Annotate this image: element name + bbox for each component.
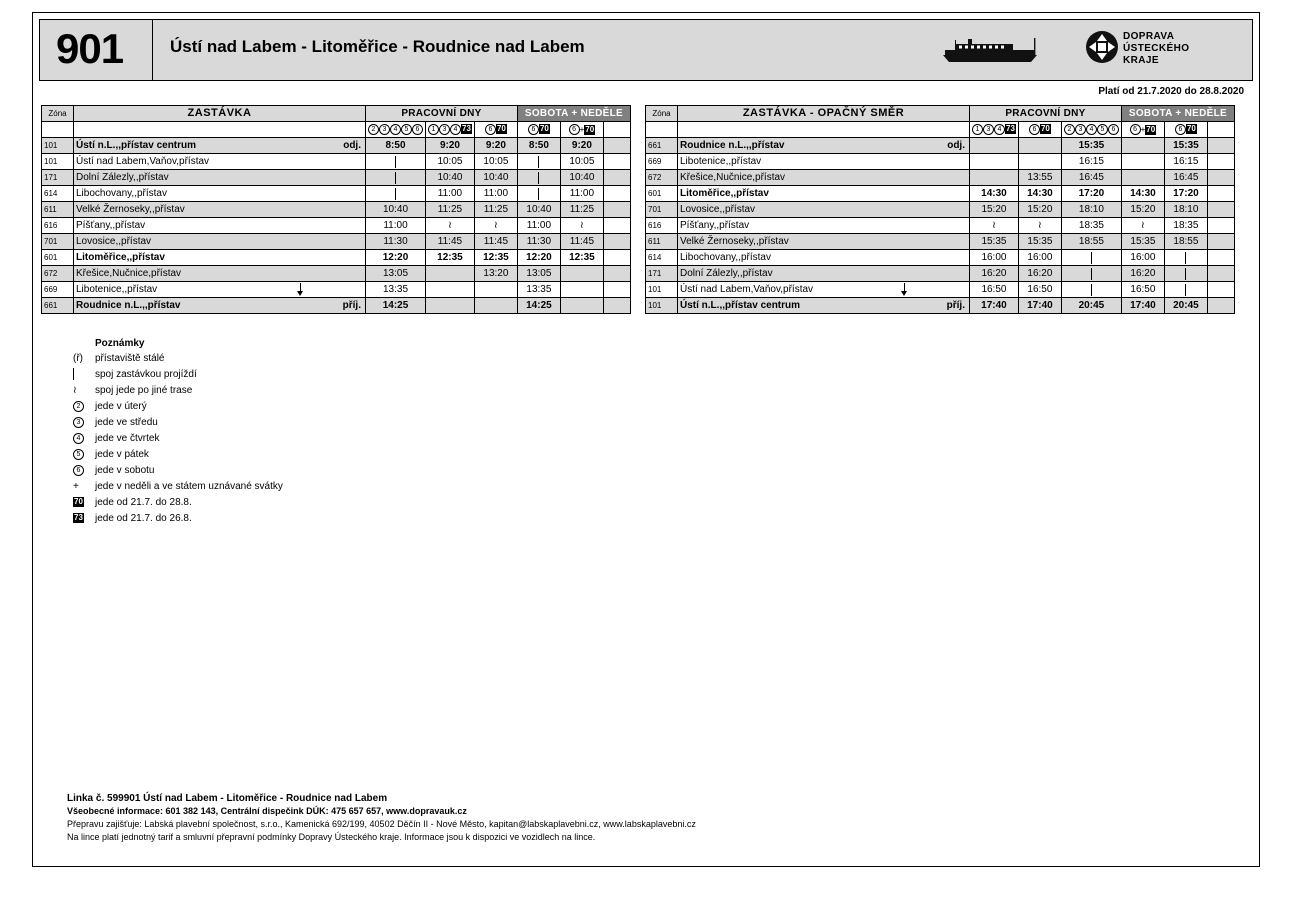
row-stop-name: Dolní Zálezly,,přístav [678, 266, 970, 282]
timetable-page [32, 12, 1260, 867]
note-text: jede v neděli a ve státem uznávané svátky [95, 481, 283, 492]
col-header-weekday: PRACOVNÍ DNY [970, 106, 1122, 122]
row-time-cell [603, 250, 630, 266]
row-time-cell: 18:35 [1061, 218, 1121, 234]
row-zone: 616 [646, 218, 678, 234]
row-time-cell: 16:15 [1061, 154, 1121, 170]
symbol-row [42, 122, 631, 138]
row-stop-name: Ústí n.L.,,přístav centrum příj. [678, 298, 970, 314]
row-time-cell [1164, 250, 1207, 266]
table-row [42, 218, 631, 234]
row-time-cell [560, 298, 603, 314]
note-item [73, 447, 283, 463]
table-row [42, 250, 631, 266]
row-time-cell: 18:55 [1164, 234, 1207, 250]
row-time-cell [1018, 138, 1061, 154]
row-time-cell: 14:25 [366, 298, 426, 314]
row-time-cell: 12:35 [474, 250, 517, 266]
row-zone: 601 [646, 186, 678, 202]
row-time-cell: 9:20 [474, 138, 517, 154]
header-divider [152, 20, 153, 80]
row-time-cell: 11:30 [366, 234, 426, 250]
row-time-cell: 10:40 [426, 170, 475, 186]
row-time-cell [1061, 266, 1121, 282]
logo-arrows-icon [1085, 30, 1119, 64]
col-header-weekend: SOBOTA + NEDĚLE [1121, 106, 1234, 122]
note-symbol: ≀ [73, 385, 77, 396]
note-text: jede od 21.7. do 28.8. [95, 497, 192, 508]
row-time-cell [1207, 202, 1234, 218]
row-time-cell: 12:20 [517, 250, 560, 266]
table-row [42, 282, 631, 298]
row-time-cell: 15:20 [1018, 202, 1061, 218]
row-time-cell [1121, 138, 1164, 154]
table-row [42, 186, 631, 202]
row-zone: 101 [42, 154, 74, 170]
table-row [646, 298, 1235, 314]
page-header [39, 19, 1253, 97]
row-time-cell: 9:20 [426, 138, 475, 154]
col-header-weekday: PRACOVNÍ DNY [366, 106, 518, 122]
row-time-cell: ≀ [970, 218, 1019, 234]
row-time-cell: 11:00 [366, 218, 426, 234]
col-header-zone: Zóna [646, 106, 678, 122]
note-text: přístaviště stálé [95, 353, 165, 364]
row-time-cell: ≀ [426, 218, 475, 234]
row-zone: 101 [42, 138, 74, 154]
table-row [646, 250, 1235, 266]
symbol-row [646, 122, 1235, 138]
row-zone: 672 [42, 266, 74, 282]
row-time-cell [560, 282, 603, 298]
row-zone: 669 [646, 154, 678, 170]
row-time-cell [970, 170, 1019, 186]
row-time-cell [1061, 250, 1121, 266]
row-time-cell [603, 154, 630, 170]
row-time-cell [1121, 170, 1164, 186]
row-time-cell: 13:20 [474, 266, 517, 282]
row-time-cell: 17:20 [1164, 186, 1207, 202]
row-time-cell: ≀ [1121, 218, 1164, 234]
row-time-cell [603, 186, 630, 202]
column-symbols-2: 1 3 4 73 [426, 122, 475, 138]
logo-line-1: DOPRAVA [1123, 31, 1175, 42]
table-row [42, 154, 631, 170]
row-time-cell: 16:45 [1061, 170, 1121, 186]
row-time-cell: 13:35 [366, 282, 426, 298]
row-time-cell [970, 154, 1019, 170]
table-row [646, 282, 1235, 298]
row-time-cell: 11:00 [426, 186, 475, 202]
row-stop-name: Litoměřice,,přístav [74, 250, 366, 266]
row-time-cell: 9:20 [560, 138, 603, 154]
note-symbol [73, 367, 95, 383]
row-time-cell [426, 266, 475, 282]
row-time-cell: 11:25 [474, 202, 517, 218]
row-time-cell [1164, 266, 1207, 282]
col-header-stop: ZASTÁVKA [74, 106, 366, 122]
note-symbol: 73 [74, 513, 83, 523]
row-time-cell: ≀ [560, 218, 603, 234]
row-zone: 101 [646, 298, 678, 314]
note-symbol: 2 [73, 399, 95, 415]
column-symbols-4: 6 70 [517, 122, 560, 138]
row-time-cell [603, 234, 630, 250]
notes-title: Poznámky [95, 338, 145, 349]
symbol-zone-cell [646, 122, 678, 138]
note-item [73, 463, 283, 479]
column-symbols-3: 6 70 [474, 122, 517, 138]
column-symbols-5: 6 70 [1164, 122, 1207, 138]
note-symbol: 4 [73, 431, 95, 447]
timetable-outbound [41, 105, 631, 314]
row-time-cell: 15:35 [1121, 234, 1164, 250]
row-stop-name: Křešice,Nučnice,přístav [74, 266, 366, 282]
row-time-cell: 13:05 [517, 266, 560, 282]
logo-line-3: KRAJE [1123, 55, 1159, 66]
row-stop-name: Velké Žernoseky,,přístav [678, 234, 970, 250]
row-time-cell [1207, 170, 1234, 186]
row-time-cell: 15:35 [1061, 138, 1121, 154]
row-time-cell [603, 218, 630, 234]
row-time-cell [1207, 266, 1234, 282]
row-time-cell: 17:40 [970, 298, 1019, 314]
row-stop-name: Roudnice n.L.,,přístav odj. [678, 138, 970, 154]
note-item [73, 479, 283, 495]
row-time-cell [474, 282, 517, 298]
note-item [73, 511, 283, 527]
row-time-cell: 16:50 [1018, 282, 1061, 298]
note-item [73, 431, 283, 447]
row-time-cell [1207, 218, 1234, 234]
row-time-cell: 14:30 [1121, 186, 1164, 202]
row-time-cell [1207, 138, 1234, 154]
column-symbols-3: 2 3 4 5 6 [1061, 122, 1121, 138]
note-text: jede v sobotu [95, 465, 155, 476]
row-zone: 669 [42, 282, 74, 298]
row-time-cell: 10:05 [426, 154, 475, 170]
row-time-cell: 11:45 [426, 234, 475, 250]
validity-text: Platí od 21.7.2020 do 28.8.2020 [1098, 86, 1244, 97]
row-time-cell [517, 170, 560, 186]
row-time-cell: 18:10 [1061, 202, 1121, 218]
row-stop-name: Roudnice n.L.,,přístav příj. [74, 298, 366, 314]
row-stop-name: Libochovany,,přístav [74, 186, 366, 202]
note-symbol: 6 [73, 463, 95, 479]
row-time-cell: 20:45 [1164, 298, 1207, 314]
column-symbols-2: 6 70 [1018, 122, 1061, 138]
row-time-cell: 12:20 [366, 250, 426, 266]
note-symbol: + [73, 481, 79, 492]
note-item [73, 415, 283, 431]
row-zone: 614 [42, 186, 74, 202]
row-time-cell: 16:00 [1018, 250, 1061, 266]
table-row [646, 202, 1235, 218]
row-time-cell: 10:40 [474, 170, 517, 186]
notes-section [73, 338, 283, 527]
row-time-cell [970, 138, 1019, 154]
footer-operator: Přepravu zajišťuje: Labská plavební společnost, s.r.o., Kamenická 692/199, 40502 Děčín II - Nové Město, kapitan@labskaplavebni.cz, www.labskaplavebni.cz [67, 819, 696, 829]
row-stop-name: Ústí nad Labem,Vaňov,přístav [678, 282, 970, 298]
row-time-cell: 11:00 [560, 186, 603, 202]
row-time-cell: 13:35 [517, 282, 560, 298]
column-symbols-4: 6 +70 [1121, 122, 1164, 138]
timetable-return [645, 105, 1235, 314]
row-time-cell: 11:00 [474, 186, 517, 202]
row-zone: 614 [646, 250, 678, 266]
row-time-cell: 11:30 [517, 234, 560, 250]
row-time-cell: 11:00 [517, 218, 560, 234]
row-time-cell [560, 266, 603, 282]
row-time-cell: 16:50 [970, 282, 1019, 298]
row-time-cell: 8:50 [366, 138, 426, 154]
row-time-cell: ≀ [474, 218, 517, 234]
row-time-cell: 11:25 [426, 202, 475, 218]
table-row [646, 234, 1235, 250]
row-time-cell [426, 298, 475, 314]
row-stop-name: Píšťany,,přístav [74, 218, 366, 234]
row-time-cell [603, 202, 630, 218]
table-row [646, 154, 1235, 170]
footer-tariff: Na lince platí jednotný tarif a smluvní přepravní podmínky Dopravy Ústeckého kraje. Informace jsou k dispozici ve vozidlech na lince. [67, 832, 596, 842]
row-stop-name: Ústí nad Labem,Vaňov,přístav [74, 154, 366, 170]
row-time-cell: 10:05 [560, 154, 603, 170]
col-header-zone: Zóna [42, 106, 74, 122]
column-symbols-6 [603, 122, 630, 138]
row-time-cell: 10:40 [517, 202, 560, 218]
row-zone: 661 [42, 298, 74, 314]
row-time-cell: 10:40 [366, 202, 426, 218]
row-zone: 101 [646, 282, 678, 298]
row-time-cell [517, 186, 560, 202]
note-text: jede v úterý [95, 401, 147, 412]
row-time-cell: 18:10 [1164, 202, 1207, 218]
row-stop-name: Lovosice,,přístav [74, 234, 366, 250]
row-time-cell: 18:55 [1061, 234, 1121, 250]
notes-list [73, 351, 283, 527]
table-header-row [646, 106, 1235, 122]
column-symbols-5: 6 +70 [560, 122, 603, 138]
row-time-cell [603, 170, 630, 186]
row-time-cell: 20:45 [1061, 298, 1121, 314]
footer-line-number: Linka č. 599901 Ústí nad Labem - Litoměřice - Roudnice nad Labem [67, 793, 388, 804]
row-time-cell: 16:20 [1018, 266, 1061, 282]
col-header-stop: ZASTÁVKA - OPAČNÝ SMĚR [678, 106, 970, 122]
table-header-row [42, 106, 631, 122]
row-time-cell: 15:20 [970, 202, 1019, 218]
page-footer [67, 792, 696, 844]
note-text: spoj jede po jiné trase [95, 385, 193, 396]
symbol-stop-cell [74, 122, 366, 138]
row-time-cell [1164, 282, 1207, 298]
row-time-cell: 17:20 [1061, 186, 1121, 202]
row-time-cell [1207, 250, 1234, 266]
row-stop-name: Lovosice,,přístav [678, 202, 970, 218]
table-row [646, 170, 1235, 186]
table-row [646, 218, 1235, 234]
row-time-cell: 11:45 [474, 234, 517, 250]
row-time-cell: 8:50 [517, 138, 560, 154]
row-time-cell: 16:50 [1121, 282, 1164, 298]
row-zone: 661 [646, 138, 678, 154]
row-zone: 611 [646, 234, 678, 250]
note-item [73, 383, 283, 399]
row-time-cell: 16:20 [1121, 266, 1164, 282]
table-row [42, 266, 631, 282]
note-text: jede od 21.7. do 26.8. [95, 513, 192, 524]
row-time-cell: 16:45 [1164, 170, 1207, 186]
row-time-cell: 14:30 [1018, 186, 1061, 202]
note-symbol: (ř) [73, 353, 83, 364]
table-row [42, 170, 631, 186]
row-time-cell: ≀ [1018, 218, 1061, 234]
row-stop-name: Píšťany,,přístav [678, 218, 970, 234]
row-time-cell: 16:00 [970, 250, 1019, 266]
row-zone: 701 [646, 202, 678, 218]
row-stop-name: Křešice,Nučnice,přístav [678, 170, 970, 186]
note-item [73, 367, 283, 383]
boat-icon [935, 36, 1065, 66]
row-time-cell [517, 154, 560, 170]
note-item [73, 399, 283, 415]
carrier-logo [1085, 30, 1235, 74]
row-zone: 171 [42, 170, 74, 186]
row-time-cell: 10:40 [560, 170, 603, 186]
row-zone: 611 [42, 202, 74, 218]
row-time-cell: 15:20 [1121, 202, 1164, 218]
row-time-cell [474, 298, 517, 314]
row-time-cell [1121, 154, 1164, 170]
row-time-cell [603, 138, 630, 154]
note-text: jede v pátek [95, 449, 149, 460]
row-zone: 672 [646, 170, 678, 186]
row-stop-name: Litoměřice,,přístav [678, 186, 970, 202]
table-row [646, 266, 1235, 282]
symbol-zone-cell [42, 122, 74, 138]
row-time-cell [426, 282, 475, 298]
row-zone: 701 [42, 234, 74, 250]
row-time-cell: 15:35 [1018, 234, 1061, 250]
row-time-cell: 17:40 [1121, 298, 1164, 314]
note-symbol: 3 [73, 415, 95, 431]
note-text: jede ve středu [95, 417, 158, 428]
timetable-return-body [646, 138, 1235, 314]
row-time-cell: 16:15 [1164, 154, 1207, 170]
row-time-cell: 13:05 [366, 266, 426, 282]
row-time-cell [1207, 234, 1234, 250]
note-item [73, 351, 283, 367]
row-time-cell [366, 186, 426, 202]
row-time-cell: 13:55 [1018, 170, 1061, 186]
row-stop-name: Dolní Zálezly,,přístav [74, 170, 366, 186]
table-row [646, 186, 1235, 202]
row-time-cell [1207, 298, 1234, 314]
row-time-cell: 17:40 [1018, 298, 1061, 314]
column-symbols-1: 1 3 4 73 [970, 122, 1019, 138]
row-time-cell [1061, 282, 1121, 298]
row-stop-name: Libochovany,,přístav [678, 250, 970, 266]
table-row [42, 202, 631, 218]
symbol-stop-cell [678, 122, 970, 138]
row-stop-name: Ústí n.L.,,přístav centrum odj. [74, 138, 366, 154]
column-symbols-6 [1207, 122, 1234, 138]
row-time-cell: 16:20 [970, 266, 1019, 282]
row-time-cell: 18:35 [1164, 218, 1207, 234]
line-number: 901 [56, 25, 124, 72]
row-time-cell: 16:00 [1121, 250, 1164, 266]
logo-line-2: ÚSTECKÉHO [1123, 43, 1190, 54]
row-time-cell: 15:35 [970, 234, 1019, 250]
row-stop-name: Velké Žernoseky,,přístav [74, 202, 366, 218]
table-row [42, 298, 631, 314]
row-time-cell: 11:25 [560, 202, 603, 218]
note-symbol: 70 [74, 497, 83, 507]
row-time-cell: 14:30 [970, 186, 1019, 202]
row-time-cell [1207, 186, 1234, 202]
row-time-cell: 12:35 [426, 250, 475, 266]
note-item [73, 495, 283, 511]
row-time-cell: 12:35 [560, 250, 603, 266]
row-time-cell [1207, 282, 1234, 298]
row-time-cell [603, 282, 630, 298]
row-time-cell [603, 298, 630, 314]
row-time-cell: 11:45 [560, 234, 603, 250]
row-time-cell: 15:35 [1164, 138, 1207, 154]
row-stop-name: Libotenice,,přístav [678, 154, 970, 170]
row-time-cell [366, 154, 426, 170]
row-time-cell: 14:25 [517, 298, 560, 314]
table-row [42, 234, 631, 250]
timetable-outbound-body [42, 138, 631, 314]
row-stop-name: Libotenice,,přístav [74, 282, 366, 298]
note-text: jede ve čtvrtek [95, 433, 160, 444]
row-time-cell [603, 266, 630, 282]
row-zone: 601 [42, 250, 74, 266]
footer-contact: Všeobecné informace: 601 382 143, Centrální dispečink DÚK: 475 657 657, www.dopravauk.cz [67, 806, 467, 816]
note-text: spoj zastávkou projíždí [95, 369, 197, 380]
column-symbols-1: 2 3 4 5 6 [366, 122, 426, 138]
table-row [646, 138, 1235, 154]
row-time-cell [366, 170, 426, 186]
row-zone: 171 [646, 266, 678, 282]
page-title: Ústí nad Labem - Litoměřice - Roudnice nad Labem [170, 37, 585, 56]
row-time-cell: 10:05 [474, 154, 517, 170]
note-symbol: 5 [73, 447, 95, 463]
table-row [42, 138, 631, 154]
col-header-weekend: SOBOTA + NEDĚLE [517, 106, 630, 122]
row-zone: 616 [42, 218, 74, 234]
row-time-cell [1018, 154, 1061, 170]
row-time-cell [1207, 154, 1234, 170]
